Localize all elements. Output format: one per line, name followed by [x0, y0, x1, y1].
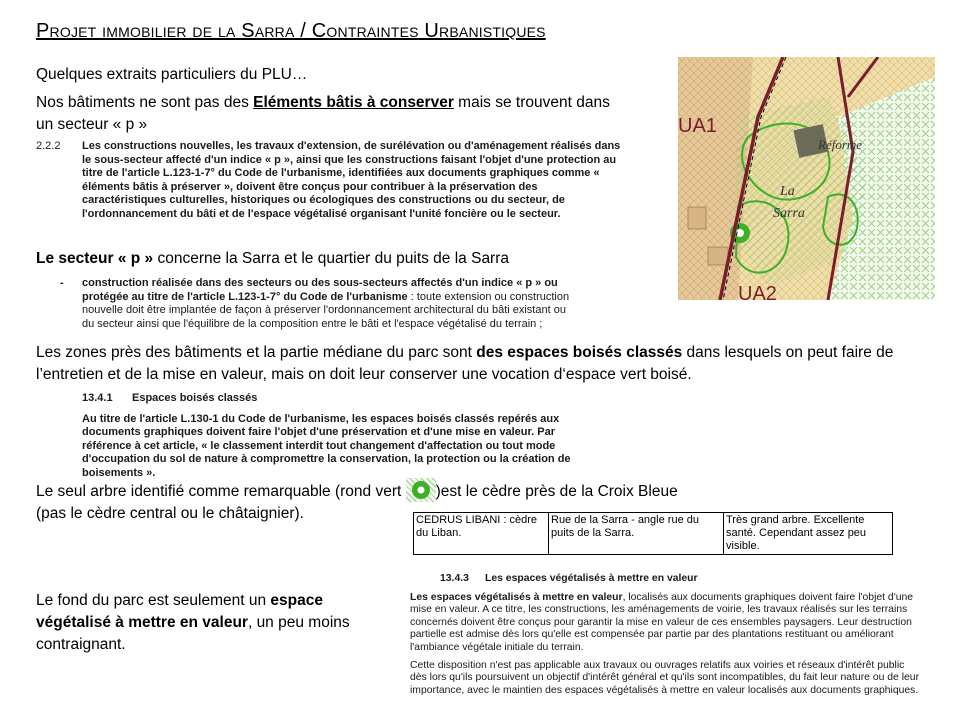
plu-extract-13-4-1 — [82, 392, 590, 481]
extract1-number: 2.2.2 — [36, 140, 61, 152]
map-label-ua2: UA2 — [738, 283, 777, 300]
para5-before: Le fond du parc est seulement un — [36, 592, 271, 609]
plu-map-image — [678, 57, 935, 300]
plu-extract-secteur-p — [60, 277, 572, 331]
paragraph-secteur-p — [36, 248, 509, 270]
espace-vegetalise-label: espace végétalisé à mettre en valeur — [36, 592, 323, 631]
cedre-state-cell: Très grand arbre. Excellente santé. Cependant assez peu visible. — [724, 513, 893, 555]
secteur-p-label: Le secteur « p » — [36, 250, 154, 267]
para1-before: Nos bâtiments ne sont pas des — [36, 94, 254, 111]
extract2-rest: : toute extension ou construction nouvelle doit être implantée de façon à préserver l'ordonnancement architectural du bâti existant ou du secteur ainsi que l'équilibre de la composition entre le bâti et l'espace végétalisé du terrain ; — [82, 290, 570, 330]
page-title: Projet immobilier de la Sarra / Contraintes Urbanistiques — [36, 20, 546, 42]
cedre-species-cell: CEDRUS LIBANI : cèdre du Liban. — [414, 513, 549, 555]
extract4-p2: Cette disposition n'est pas applicable aux travaux ou ouvrages relatifs aux voiries et réseaux d'intérêt public dès lors qu'ils poursuivent un objectif d'intérêt général et qu'ils sont incompatibles, du fait leur nature ou de leur importance, avec le maintien des espaces végétalisés à mettre en valeur localisés aux documents graphiques. — [410, 659, 920, 696]
extract1-text: Les constructions nouvelles, les travaux d'extension, de surélévation ou d'aménagement réalisés dans le sous-secteur affecté d'un indice « p », ainsi que les constructions faisant l'objet d'une protection au titre de l'article L.123-1-7° du Code de l'urbanisme, identifiées aux documents graphiques comme « éléments bâtis à préserver », doivent être conçus pour contribuer à la préservation des caractéristiques culturelles, historiques ou écologiques des constructions ou du secteur, de l'ordonnancement du bâti et de l'espace végétalisé organisant l'unité foncière ou le secteur. — [82, 140, 621, 220]
para4-line2: (pas le cèdre central ou le châtaignier). — [36, 505, 304, 522]
plu-extract-2-2-2 — [36, 140, 621, 222]
table-row — [414, 513, 893, 555]
cedre-table — [413, 512, 893, 555]
para3-after: dans lesquels on peut faire de l’entretien et de la mise en valeur, mais on doit leur conserver une vocation d‘espace vert boisé. — [36, 344, 894, 383]
para5-after: , un peu moins contraignant. — [36, 614, 350, 653]
extract4-number: 13.4.3 — [440, 573, 469, 584]
extract4-p1-bold: Les espaces végétalisés à mettre en valeur — [410, 591, 623, 603]
cedre-location-cell: Rue de la Sarra - angle rue du puits de la Sarra. — [549, 513, 724, 555]
para2-rest: concerne la Sarra et le quartier du puits de la Sarra — [153, 250, 510, 267]
map-label-ua1: UA1 — [678, 115, 717, 137]
map-label-la: La — [780, 184, 795, 199]
map-label-reforme: Réforme — [818, 137, 863, 152]
paragraph-batiments — [36, 92, 626, 136]
paragraph-espaces-boises — [36, 342, 906, 386]
extract4-heading: Les espaces végétalisés à mettre en valeur — [485, 573, 698, 584]
extract3-heading: Espaces boisés classés — [132, 392, 258, 404]
espaces-boises-label: des espaces boisés classés — [476, 344, 683, 361]
map-label-sarra: Sarra — [773, 206, 805, 221]
extract2-dash: - — [60, 277, 64, 289]
extract3-number: 13.4.1 — [82, 392, 113, 404]
para3-before: Les zones près des bâtiments et la partie médiane du parc sont — [36, 344, 477, 361]
extract3-text: Au titre de l'article L.130-1 du Code de l'urbanisme, les espaces boisés classés repérés aux documents graphiques doivent faire l'objet d'une préservation et d'une mise en valeur. Par référence à cet article, « le classement interdit tout changement d'affectation ou tout mode d'occupation du sol de nature à compromettre la conservation, la protection ou la création de boisements ». — [82, 412, 571, 479]
para4-before: Le seul arbre identifié comme remarquable (rond vert — [36, 483, 406, 500]
map-svg — [678, 57, 935, 300]
elements-batis-link[interactable]: Eléments bâtis à conserver — [253, 94, 454, 111]
paragraph-fond-du-parc — [36, 590, 381, 656]
plu-extract-13-4-3 — [410, 573, 920, 697]
para1-after: mais se trouvent dans un secteur « p » — [36, 94, 610, 133]
extract2-bold: construction réalisée dans des secteurs ou des sous-secteurs affectés d'un indice « p » ou protégée au titre de l'article L.123-1-7° du Code de l'urbanisme — [82, 277, 558, 303]
remarkable-tree-icon — [406, 478, 436, 502]
intro-text: Quelques extraits particuliers du PLU… — [36, 66, 308, 83]
para4-after: )est le cèdre près de la Croix Bleue — [435, 483, 678, 500]
extract4-p1-rest: , localisés aux documents graphiques doivent faire l'objet d'une mise en valeur. A ce titre, les constructions, les aménagements de voirie, les travaux réalisés sur les terrains concernés doivent être conçus pour garantir la mise en valeur de ces ensembles paysagers. Leur destruction partielle est admise dès lors qu'elle est compensée par partie par des plantations restituant ou améliorant l'ambiance végétale initiale du terrain. — [410, 591, 914, 653]
